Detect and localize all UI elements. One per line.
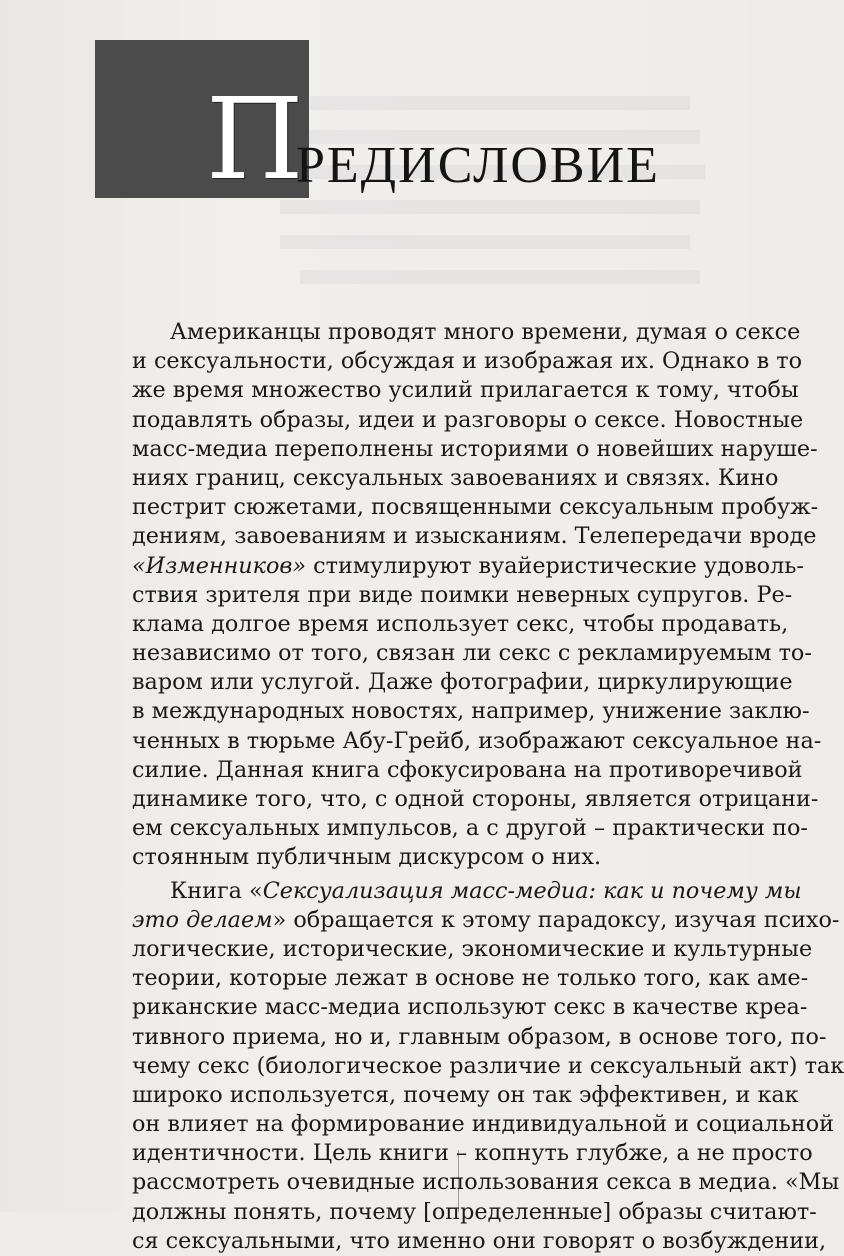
text-line <box>132 935 813 964</box>
text-line <box>132 318 801 347</box>
text-run: » обращается к этому парадоксу, изучая психо- <box>272 906 840 933</box>
text-run: стимулируют вуайеристические удоволь- <box>306 552 804 579</box>
text-line <box>132 1023 827 1052</box>
text-run: силие. Данная книга сфокусирована на противоречивой <box>132 756 803 783</box>
text-run: ниях границ, сексуальных завоеваниях и связях. Кино <box>132 464 779 491</box>
italic-text: Сексуализация масс-медиа: как и почему мы <box>262 877 802 904</box>
text-line <box>132 727 822 756</box>
text-line <box>132 877 802 906</box>
heading-title: РЕДИСЛОВИЕ <box>296 137 660 194</box>
text-run: ся сексуальными, что именно они говорят о возбуждении, <box>132 1227 827 1254</box>
text-run: дениям, завоеваниям и изысканиям. Телепередачи вроде <box>132 523 817 550</box>
text-line <box>132 1139 813 1168</box>
text-line <box>132 522 817 551</box>
text-run: ем сексуальных импульсов, а с другой – практически по- <box>132 815 808 842</box>
text-run: масс-медиа переполнены историями о новейших наруше- <box>132 435 818 462</box>
page-crease <box>458 1150 459 1212</box>
text-run: теории, которые лежат в основе не только того, как аме- <box>132 965 809 992</box>
text-line <box>132 668 793 697</box>
text-run: ствия зрителя при виде поимки неверных супругов. Ре- <box>132 581 793 608</box>
text-line <box>132 1168 840 1197</box>
text-run: Американцы проводят много времени, думая о сексе <box>170 319 801 345</box>
heading-initial-letter: П <box>206 75 304 205</box>
text-run: ченных в тюрьме Абу-Грейб, изображают сексуальное на- <box>132 727 822 754</box>
text-line <box>132 639 812 668</box>
text-line <box>132 906 840 935</box>
text-line <box>132 1110 834 1139</box>
text-line <box>132 493 819 522</box>
text-line <box>132 610 789 639</box>
text-run: и сексуальности, обсуждая и изображая их. Однако в то <box>132 348 803 375</box>
text-run: варом или услугой. Даже фотографии, циркулирующие <box>132 669 793 696</box>
text-line <box>132 581 793 610</box>
text-line <box>132 697 810 726</box>
text-run: он влияет на формирование индивидуальной и социальной <box>132 1111 834 1138</box>
text-run: риканские масс-медиа используют секс в качестве креа- <box>132 994 808 1021</box>
italic-text: «Изменников» <box>132 552 307 579</box>
text-run: тивного приема, но и, главным образом, в основе того, по- <box>132 1023 827 1050</box>
text-run: динамике того, что, с одной стороны, является отрицани- <box>132 786 819 812</box>
text-run: клама долгое время использует секс, чтобы продавать, <box>132 610 789 637</box>
text-run: же время множество усилий прилагается к тому, чтобы <box>132 377 799 404</box>
paragraph <box>132 318 822 873</box>
text-run: независимо от того, связан ли секс с рекламируемым то- <box>132 640 812 667</box>
text-run: в международных новостях, например, унижение заклю- <box>132 698 810 725</box>
text-run: рассмотреть очевидные использования секса в медиа. «Мы <box>132 1169 840 1196</box>
text-line <box>132 435 818 464</box>
text-line <box>132 785 819 814</box>
text-line <box>132 406 804 435</box>
italic-text: это делаем <box>132 906 273 933</box>
text-line <box>132 464 779 493</box>
text-run: подавлять образы, идеи и разговоры о сексе. Новостные <box>132 406 804 433</box>
text-line <box>132 347 803 376</box>
text-run: идентичности. Цель книги – копнуть глубже, а не просто <box>132 1140 813 1167</box>
text-line <box>132 1052 844 1081</box>
text-run: Книга « <box>170 877 263 904</box>
text-line <box>132 756 803 785</box>
text-run: чему секс (биологическое различие и сексуальный акт) так <box>132 1052 844 1079</box>
text-line <box>132 843 772 872</box>
body-text <box>132 318 844 1256</box>
text-run: логические, исторические, экономические и культурные <box>132 935 813 962</box>
text-line <box>132 814 808 843</box>
text-line <box>132 1198 817 1227</box>
text-line <box>132 993 808 1022</box>
text-run: пестрит сюжетами, посвященными сексуальным пробуж- <box>132 494 819 521</box>
text-line <box>132 1227 827 1256</box>
text-line <box>132 964 809 993</box>
text-line <box>132 376 799 405</box>
text-line <box>132 1081 799 1110</box>
text-line <box>132 552 804 581</box>
text-run: стоянным публичным дискурсом о них. <box>132 844 602 871</box>
paragraph <box>132 877 844 1256</box>
text-run: должны понять, почему [определенные] образы считают- <box>132 1198 817 1225</box>
text-run: широко используется, почему он так эффективен, и как <box>132 1081 799 1108</box>
